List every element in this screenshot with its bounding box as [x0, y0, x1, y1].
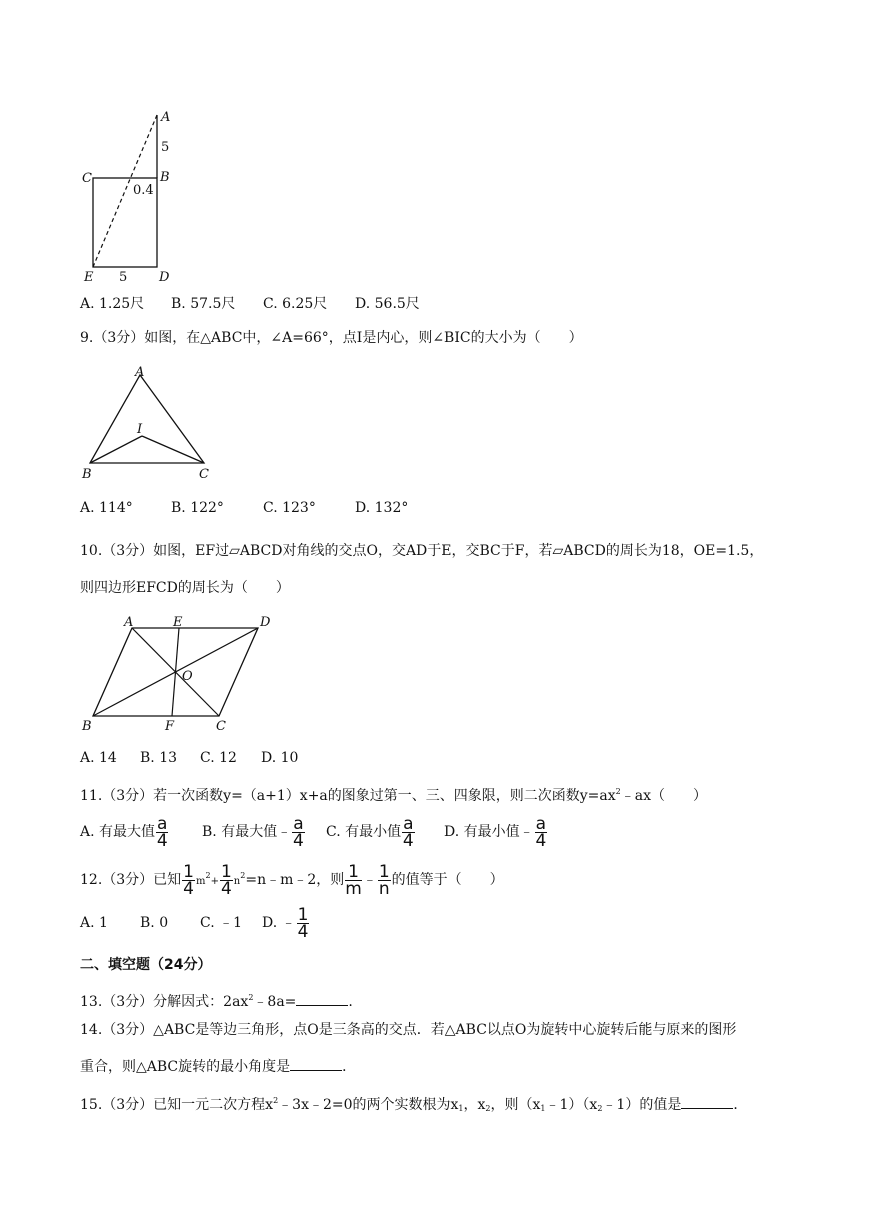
q15-mid5: ﹣1）的值是 — [602, 1097, 682, 1113]
q10-figure — [78, 612, 288, 737]
q15-mid1: ﹣3x﹣2=0的两个实数根为x — [278, 1097, 459, 1113]
section-title-fill-in: 二、填空题（24分） — [80, 957, 212, 973]
denominator: 4 — [156, 830, 168, 851]
q8-option-c[interactable]: C. 6.25尺 — [263, 296, 328, 312]
fraction-a-over-4 — [535, 813, 547, 851]
q11-option-d-label: D. 有最小值 — [444, 824, 520, 840]
q14-end: ． — [342, 1059, 357, 1075]
q11-option-b-label: B. 有最大值 — [202, 824, 278, 840]
length-ab: 5 — [161, 140, 170, 155]
fraction-1-over-m — [345, 861, 362, 899]
triangle-abc — [90, 375, 204, 463]
q9-option-b[interactable]: B. 122° — [171, 500, 224, 516]
q10-option-d[interactable]: D. 10 — [261, 750, 299, 766]
q9-figure — [78, 365, 218, 483]
numerator: 1 — [378, 861, 390, 882]
q11-stem-pre: 11.（3分）若一次函数y=（a+1）x+a的图象过第一、三、四象限，则二次函数y=ax — [80, 788, 616, 804]
q8-figure — [78, 105, 178, 285]
q10-option-a[interactable]: A. 14 — [80, 750, 117, 766]
numerator: a — [403, 813, 414, 834]
denominator: 4 — [183, 878, 194, 899]
label-e: E — [84, 270, 94, 285]
q12-option-a[interactable]: A. 1 — [80, 915, 108, 931]
label-c: C — [216, 719, 226, 734]
label-b: B — [82, 467, 92, 482]
fraction-1-over-4 — [220, 861, 233, 899]
subscript: 2 — [597, 1104, 603, 1113]
q13-answer-blank[interactable] — [296, 991, 348, 1006]
q11-option-d[interactable] — [444, 814, 548, 850]
fraction-1-over-n — [378, 861, 391, 899]
minus-sign: ﹣ — [277, 824, 292, 840]
q8-options — [80, 294, 420, 314]
label-f: F — [165, 719, 175, 734]
numerator: 1 — [220, 861, 232, 882]
fraction-1-over-4 — [297, 904, 310, 942]
q13-end: . — [348, 994, 353, 1010]
q15-answer-blank[interactable] — [681, 1094, 733, 1109]
numerator: 1 — [183, 861, 194, 882]
q10-stem-line1: 10.（3分）如图，EF过▱ABCD对角线的交点O，交AD于E，交BC于F，若▱ABCD的周长为18，OE=1.5， — [80, 543, 764, 559]
q12-stem-post: 的值等于（ ） — [391, 872, 504, 888]
label-b: B — [82, 719, 92, 734]
q10-stem-line2: 则四边形EFCD的周长为（ ） — [80, 580, 290, 596]
label-a: A — [124, 615, 134, 630]
q9-option-a[interactable]: A. 114° — [80, 500, 133, 516]
label-c: C — [199, 467, 209, 482]
label-i: I — [137, 422, 143, 437]
q11-options — [80, 814, 548, 850]
q11-option-b[interactable] — [202, 814, 326, 850]
fraction-1-over-4 — [182, 861, 195, 899]
variable-m: m — [196, 876, 206, 887]
q8-option-d[interactable]: D. 56.5尺 — [355, 296, 420, 312]
q13-stem — [80, 988, 353, 1012]
q10-option-c[interactable]: C. 12 — [200, 750, 237, 766]
q11-stem-post: ﹣ax（ ） — [620, 788, 707, 804]
q11-stem — [80, 782, 707, 806]
label-c: C — [82, 171, 92, 186]
exponent: 2 — [248, 993, 254, 1002]
q15-pre: 15.（3分）已知一元二次方程x — [80, 1097, 274, 1113]
q12-option-d-label: D. ﹣ — [262, 915, 296, 931]
fraction-a-over-4 — [156, 813, 168, 851]
fraction-a-over-4 — [402, 813, 414, 851]
q15-end: ． — [733, 1097, 748, 1113]
q11-exponent: 2 — [615, 787, 621, 796]
label-o: O — [182, 669, 193, 684]
label-e: E — [173, 615, 183, 630]
segment-ef — [172, 628, 179, 716]
q12-stem — [80, 858, 504, 900]
q11-option-a-label: A. 有最大值 — [80, 824, 156, 840]
q14-line2 — [80, 1056, 356, 1077]
q10-options — [80, 748, 298, 768]
fraction-a-over-4 — [292, 813, 304, 851]
exponent: 2 — [240, 871, 246, 880]
numerator: a — [535, 813, 547, 834]
length-ed: 5 — [119, 270, 128, 285]
plus-sign: + — [210, 876, 219, 887]
q15-stem — [80, 1091, 747, 1119]
subscript: 1 — [540, 1104, 546, 1113]
q15-mid4: ﹣1）（x — [545, 1097, 598, 1113]
minus-sign: ﹣ — [362, 872, 377, 888]
label-d: D — [260, 615, 271, 630]
q12-option-c[interactable]: C. ﹣1 — [200, 915, 243, 931]
q9-stem: 9.（3分）如图，在△ABC中，∠A=66°，点I是内心，则∠BIC的大小为（ ） — [80, 330, 583, 346]
exponent: 2 — [273, 1096, 279, 1105]
numerator: 1 — [297, 904, 309, 925]
q12-stem-mid: =n﹣m﹣2，则 — [245, 872, 345, 888]
q11-option-c[interactable] — [326, 814, 444, 850]
q11-option-a[interactable] — [80, 814, 202, 850]
q13-stem-pre: 13.（3分）分解因式：2ax — [80, 994, 249, 1010]
q14-line2-pre: 重合，则△ABC旋转的最小角度是 — [80, 1059, 291, 1075]
q8-option-b[interactable]: B. 57.5尺 — [171, 296, 236, 312]
q9-options — [80, 498, 408, 518]
q12-option-d[interactable] — [262, 905, 310, 941]
denominator: 4 — [402, 830, 414, 851]
subscript: 2 — [485, 1104, 491, 1113]
q12-options — [80, 905, 310, 941]
label-d: D — [159, 270, 170, 285]
numerator: a — [157, 813, 168, 834]
denominator: 4 — [535, 830, 547, 851]
q15-mid3: ，则（x — [490, 1097, 541, 1113]
label-a: A — [161, 110, 171, 125]
variable-n: n — [233, 876, 241, 887]
q12-option-b[interactable]: B. 0 — [140, 915, 169, 931]
label-b: B — [160, 170, 170, 185]
numerator: 1 — [345, 864, 362, 881]
q14-line1: 14.（3分）△ABC是等边三角形，点O是三条高的交点．若△ABC以点O为旋转中心旋转后能与原来的图形 — [80, 1022, 737, 1038]
q9-option-c[interactable]: C. 123° — [263, 500, 316, 516]
denominator: m — [345, 878, 362, 899]
q9-option-d[interactable]: D. 132° — [355, 500, 409, 516]
denominator: 4 — [220, 878, 232, 899]
q8-option-a[interactable]: A. 1.25尺 — [80, 296, 145, 312]
label-a: A — [135, 365, 145, 380]
exponent: 2 — [205, 871, 211, 880]
denominator: 4 — [293, 830, 304, 851]
length-cb: 0.4 — [133, 183, 154, 198]
q14-answer-blank[interactable] — [290, 1056, 342, 1071]
q13-stem-post: ﹣8a= — [253, 994, 297, 1010]
q11-option-c-label: C. 有最小值 — [326, 824, 402, 840]
denominator: n — [378, 878, 390, 899]
subscript: 1 — [458, 1104, 464, 1113]
q10-option-b[interactable]: B. 13 — [140, 750, 178, 766]
q12-stem-pre: 12.（3分）已知 — [80, 872, 182, 888]
minus-sign: ﹣ — [519, 824, 534, 840]
q15-mid2: ，x — [463, 1097, 486, 1113]
numerator: a — [293, 813, 304, 834]
denominator: 4 — [297, 921, 309, 942]
